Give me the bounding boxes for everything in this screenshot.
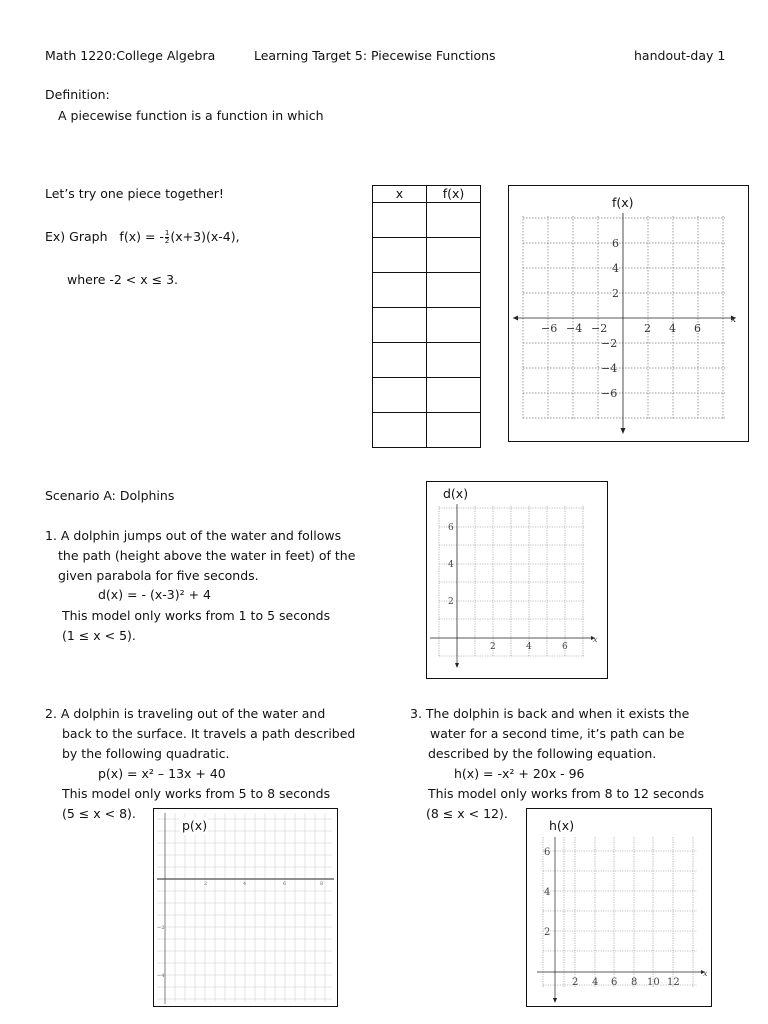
table-cell[interactable] xyxy=(427,273,481,308)
course-title: Math 1220:College Algebra xyxy=(45,48,216,63)
table-cell[interactable] xyxy=(427,203,481,238)
fx-axis-var: x xyxy=(731,315,737,325)
example-domain: where -2 < x ≤ 3. xyxy=(67,272,178,287)
p1-line5: (1 ≤ x < 5). xyxy=(62,628,136,643)
hx-y-tick: 4 xyxy=(544,887,551,898)
fx-x-tick: 4 xyxy=(669,322,676,335)
definition-heading: Definition: xyxy=(45,87,110,102)
fx-y-tick: −6 xyxy=(601,387,618,400)
dx-graph-box xyxy=(426,481,608,679)
p1-line1: 1. A dolphin jumps out of the water and follows xyxy=(45,528,342,543)
dx-y-ticks xyxy=(448,523,454,607)
table-cell[interactable] xyxy=(373,343,427,378)
table-cell[interactable] xyxy=(373,378,427,413)
fx-x-ticks xyxy=(541,322,701,335)
p3-line4: This model only works from 8 to 12 seconds xyxy=(428,786,705,801)
table-cell[interactable] xyxy=(373,308,427,343)
px-x-tick: 8 xyxy=(320,881,324,887)
one-half-fraction xyxy=(165,230,169,245)
p1-line4: This model only works from 1 to 5 seconds xyxy=(62,608,331,623)
dx-y-arrow xyxy=(455,663,459,668)
table-row xyxy=(373,343,481,378)
fx-x-arrow-left xyxy=(513,316,518,321)
px-graph-label: p(x) xyxy=(182,818,208,833)
hx-y-ticks xyxy=(544,847,550,938)
fx-graph-box xyxy=(508,185,749,442)
fx-x-tick: 2 xyxy=(644,322,651,335)
px-y-tick: −2 xyxy=(157,925,165,931)
dx-x-tick: 4 xyxy=(526,642,532,652)
table-cell[interactable] xyxy=(373,238,427,273)
table-row xyxy=(373,378,481,413)
hx-graph-label: h(x) xyxy=(549,818,575,833)
p2-line4: This model only works from 5 to 8 seconds xyxy=(62,786,331,801)
table-cell[interactable] xyxy=(427,413,481,448)
dx-y-tick: 2 xyxy=(448,597,454,607)
hx-x-tick: 6 xyxy=(611,977,618,988)
value-table xyxy=(372,185,481,448)
fx-graph[interactable] xyxy=(509,186,748,441)
hx-x-tick: 12 xyxy=(667,977,680,988)
table-row xyxy=(373,238,481,273)
dx-graph-label: d(x) xyxy=(443,486,469,501)
hx-graph-box xyxy=(526,808,712,1007)
table-row xyxy=(373,273,481,308)
dx-y-tick: 4 xyxy=(448,560,454,570)
table-cell[interactable] xyxy=(427,308,481,343)
fx-x-tick: −4 xyxy=(566,322,583,335)
px-x-tick: 4 xyxy=(243,881,247,887)
example-intro: Let’s try one piece together! xyxy=(45,186,224,201)
table-row xyxy=(373,413,481,448)
table-cell[interactable] xyxy=(427,238,481,273)
fx-y-tick: 2 xyxy=(612,287,619,300)
px-x-tick: 6 xyxy=(283,881,287,887)
example-function xyxy=(45,229,240,245)
table-header-x: x xyxy=(373,186,427,203)
hx-graph[interactable] xyxy=(527,809,711,1006)
dx-axis-var: x xyxy=(593,635,598,644)
table-cell[interactable] xyxy=(373,273,427,308)
p3-line3: described by the following equation. xyxy=(428,746,657,761)
table-row xyxy=(373,203,481,238)
hx-y-arrow xyxy=(553,998,557,1003)
p3-line1: 3. The dolphin is back and when it exists the xyxy=(410,706,690,721)
handout-label: handout-day 1 xyxy=(634,48,726,63)
hx-axis-var: x xyxy=(703,969,708,978)
fx-y-tick: 6 xyxy=(612,237,619,250)
px-x-ticks xyxy=(204,881,323,887)
scenario-title: Scenario A: Dolphins xyxy=(45,488,175,503)
p3-line2: water for a second time, it’s path can be xyxy=(430,726,685,741)
hx-x-tick: 4 xyxy=(592,977,599,988)
p2-line3: by the following quadratic. xyxy=(62,746,230,761)
table-cell[interactable] xyxy=(373,203,427,238)
function-lhs: f(x) = - xyxy=(119,229,164,244)
table-cell[interactable] xyxy=(373,413,427,448)
hx-x-tick: 8 xyxy=(631,977,638,988)
graph-prefix: Ex) Graph xyxy=(45,229,108,244)
p3-equation: h(x) = -x² + 20x - 96 xyxy=(454,766,585,781)
fx-y-arrow xyxy=(621,428,626,434)
learning-target: Learning Target 5: Piecewise Functions xyxy=(254,48,496,63)
px-y-tick: −4 xyxy=(157,973,165,979)
px-y-ticks xyxy=(157,925,164,979)
fx-x-tick: −2 xyxy=(591,322,608,335)
px-graph-box xyxy=(153,808,338,1007)
dx-graph[interactable] xyxy=(427,482,607,678)
p2-line2: back to the surface. It travels a path described xyxy=(62,726,356,741)
dx-x-tick: 2 xyxy=(490,642,496,652)
dx-y-tick: 6 xyxy=(448,523,454,533)
dx-x-tick: 6 xyxy=(562,642,568,652)
p1-line3: given parabola for five seconds. xyxy=(58,568,259,583)
hx-x-tick: 10 xyxy=(647,977,660,988)
fx-graph-label: f(x) xyxy=(612,195,634,210)
hx-y-tick: 6 xyxy=(544,847,551,858)
px-graph[interactable] xyxy=(154,809,337,1006)
p3-line5: (8 ≤ x < 12). xyxy=(426,806,508,821)
fx-y-tick: 4 xyxy=(612,262,619,275)
p2-line1: 2. A dolphin is traveling out of the water and xyxy=(45,706,326,721)
fx-x-tick: −6 xyxy=(541,322,558,335)
fx-y-tick: −2 xyxy=(601,337,618,350)
fraction-numerator: 1 xyxy=(164,229,170,237)
table-cell[interactable] xyxy=(427,343,481,378)
definition-text: A piecewise function is a function in which xyxy=(58,108,324,123)
p2-equation: p(x) = x² – 13x + 40 xyxy=(98,766,226,781)
table-cell[interactable] xyxy=(427,378,481,413)
p1-line2: the path (height above the water in feet) of the xyxy=(58,548,356,563)
hx-y-tick: 2 xyxy=(544,927,551,938)
hx-x-ticks xyxy=(572,977,680,988)
px-x-tick: 2 xyxy=(204,881,208,887)
dx-x-ticks xyxy=(490,642,568,652)
fx-x-tick: 6 xyxy=(694,322,701,335)
hx-x-tick: 2 xyxy=(572,977,579,988)
fx-y-ticks xyxy=(601,237,619,400)
fraction-denominator: 2 xyxy=(164,237,170,245)
fx-y-tick: −4 xyxy=(601,362,618,375)
p1-equation: d(x) = - (x-3)² + 4 xyxy=(98,587,211,602)
table-header-fx: f(x) xyxy=(427,186,481,203)
p2-line5: (5 ≤ x < 8). xyxy=(62,806,136,821)
function-rhs: (x+3)(x-4), xyxy=(170,229,240,244)
table-row xyxy=(373,308,481,343)
